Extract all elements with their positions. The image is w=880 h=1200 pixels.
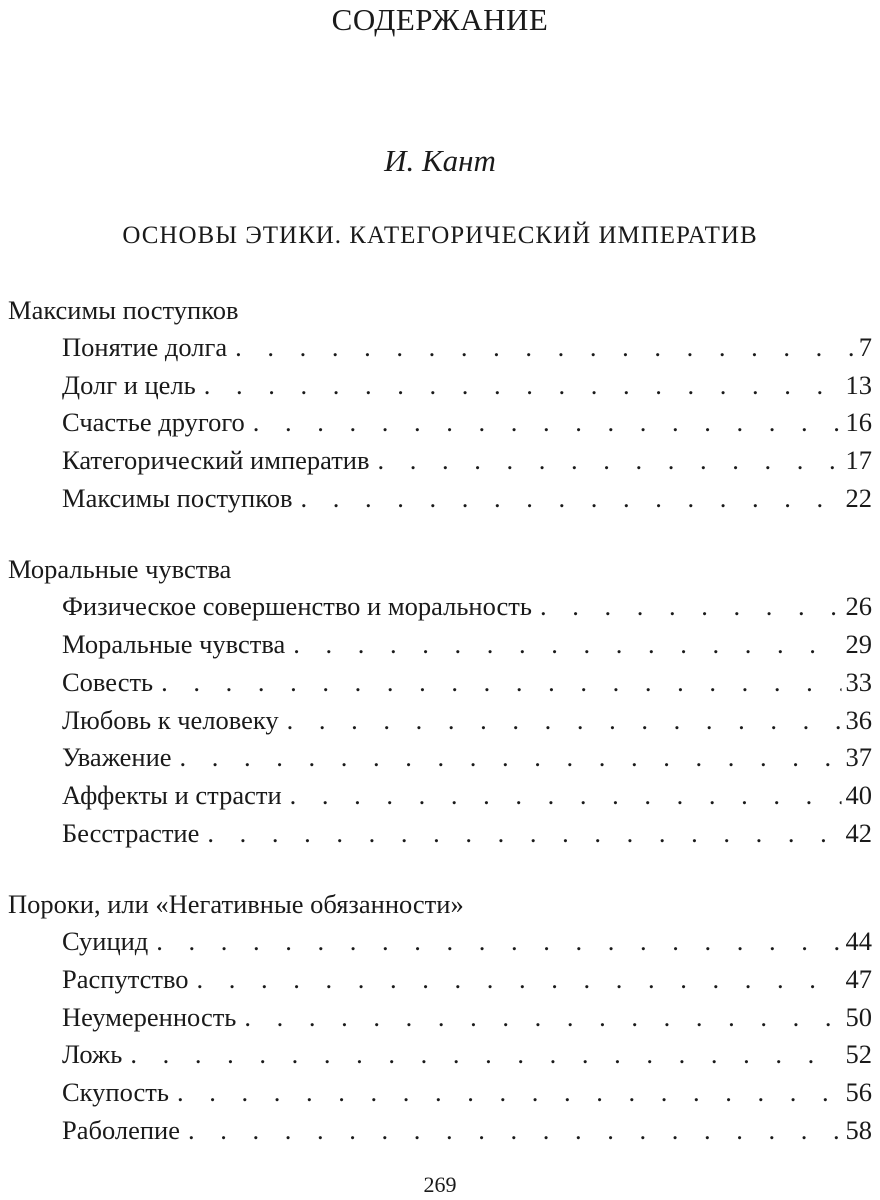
toc-entry[interactable] — [8, 702, 872, 740]
toc-entry[interactable] — [8, 1112, 872, 1150]
entry-title: Моральные чувства — [62, 629, 286, 660]
toc-entry[interactable] — [8, 923, 872, 961]
dot-leader — [378, 442, 842, 480]
dot-leader — [244, 999, 841, 1037]
toc-entry[interactable] — [8, 367, 872, 405]
toc-entry[interactable] — [8, 626, 872, 664]
page-number: 269 — [423, 1172, 457, 1197]
toc-entry[interactable] — [8, 961, 872, 999]
entry-page-number: 58 — [845, 1114, 872, 1145]
entry-page-number: 37 — [845, 742, 872, 773]
toc-entry[interactable] — [8, 329, 872, 367]
entry-page-number: 29 — [845, 629, 872, 660]
entry-title: Долг и цель — [62, 369, 196, 400]
entry-title: Физическое совершенство и моральность — [62, 591, 532, 622]
entry-page-number: 56 — [845, 1077, 872, 1107]
entry-title: Ложь — [62, 1039, 123, 1070]
toc-entry[interactable] — [8, 664, 872, 702]
entry-page-number: 44 — [845, 926, 872, 957]
entry-title: Счастье другого — [62, 407, 245, 438]
entry-page-number: 42 — [845, 817, 872, 848]
dot-leader — [253, 404, 842, 442]
toc-entry[interactable] — [8, 999, 872, 1037]
toc-entry[interactable] — [8, 815, 872, 853]
entry-page-number: 33 — [845, 666, 872, 697]
entry-title: Скупость — [62, 1077, 169, 1107]
entry-page-number: 47 — [845, 963, 872, 994]
entry-page-number: 26 — [845, 591, 872, 622]
toc-entry[interactable] — [8, 1074, 872, 1112]
author-name: И. Кант — [384, 143, 496, 178]
entry-title: Аффекты и страсти — [62, 779, 282, 810]
entry-title: Бесстрастие — [62, 817, 200, 848]
entry-title: Распутство — [62, 963, 189, 994]
entry-page-number: 7 — [858, 332, 872, 362]
dot-leader — [287, 702, 842, 740]
section-title: Моральные чувства — [8, 554, 232, 585]
dot-leader — [156, 923, 841, 961]
entry-page-number: 13 — [845, 369, 872, 400]
entry-title: Неумеренность — [62, 1001, 237, 1032]
toc-entry[interactable] — [8, 442, 872, 480]
table-of-contents — [8, 292, 872, 1149]
entry-title: Любовь к человеку — [62, 704, 279, 735]
entry-page-number: 50 — [845, 1001, 872, 1032]
toc-entry[interactable] — [8, 1036, 872, 1074]
toc-entry[interactable] — [8, 739, 872, 777]
toc-entry[interactable] — [8, 588, 872, 626]
toc-section — [8, 886, 872, 1149]
entry-title: Понятие долга — [62, 332, 228, 362]
dot-leader — [540, 588, 842, 626]
work-title: ОСНОВЫ ЭТИКИ. КАТЕГОРИЧЕСКИЙ ИМПЕРАТИВ — [122, 222, 758, 249]
toc-entry[interactable] — [8, 777, 872, 815]
entry-page-number: 40 — [845, 779, 872, 810]
section-title: Пороки, или «Негативные обязанности» — [8, 889, 464, 920]
dot-leader — [130, 1036, 841, 1074]
entry-page-number: 22 — [845, 482, 872, 513]
entry-title: Суицид — [62, 926, 149, 957]
toc-entry[interactable] — [8, 404, 872, 442]
page-title: СОДЕРЖАНИЕ — [331, 2, 549, 37]
dot-leader — [197, 961, 842, 999]
toc-section — [8, 292, 872, 517]
entry-title: Совесть — [62, 666, 154, 697]
dot-leader — [177, 1074, 842, 1112]
dot-leader — [301, 480, 842, 518]
dot-leader — [207, 815, 841, 853]
dot-leader — [161, 664, 841, 702]
entry-title: Уважение — [62, 742, 172, 773]
section-title: Максимы поступков — [8, 295, 239, 325]
entry-page-number: 52 — [845, 1039, 872, 1070]
entry-page-number: 16 — [845, 407, 872, 438]
entry-page-number: 17 — [845, 445, 872, 476]
dot-leader — [235, 329, 855, 367]
entry-title: Раболепие — [62, 1114, 180, 1145]
entry-page-number: 36 — [845, 704, 872, 735]
dot-leader — [290, 777, 842, 815]
dot-leader — [188, 1112, 842, 1150]
toc-entry[interactable] — [8, 480, 872, 518]
dot-leader — [293, 626, 841, 664]
entry-title: Категорический императив — [62, 445, 370, 476]
dot-leader — [180, 739, 842, 777]
dot-leader — [204, 367, 842, 405]
toc-section — [8, 551, 872, 852]
entry-title: Максимы поступков — [62, 482, 293, 513]
